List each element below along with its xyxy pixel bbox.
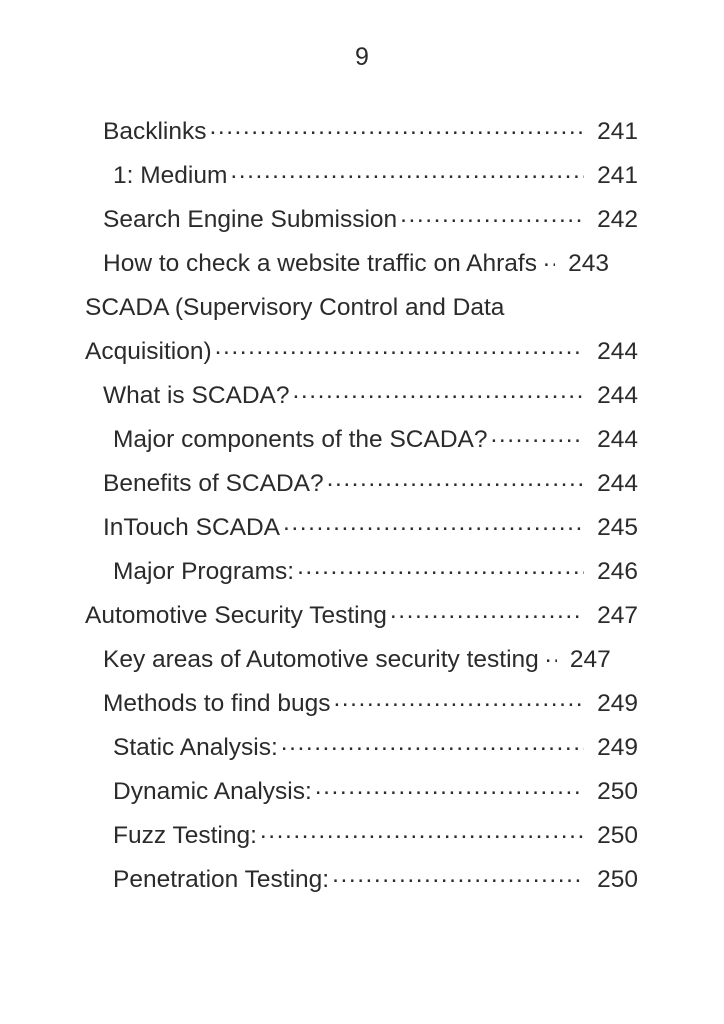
toc-entry-page-number: 245 xyxy=(597,514,638,541)
toc-entry-page-number: 247 xyxy=(597,602,638,629)
toc-entry[interactable] xyxy=(85,638,638,682)
toc-entry-title: Acquisition) xyxy=(85,338,212,365)
toc-entry-page-number: 249 xyxy=(597,734,638,761)
toc-entry-page-number: 247 xyxy=(569,646,611,673)
toc-entry-title: InTouch SCADA xyxy=(103,514,281,541)
toc-entry-title: Static Analysis: xyxy=(113,734,278,761)
toc-entry-page-number: 244 xyxy=(597,382,638,409)
toc-entry[interactable] xyxy=(85,682,638,726)
toc-dot-leader xyxy=(333,687,584,712)
toc-dot-leader xyxy=(545,643,557,668)
toc-dot-leader xyxy=(332,863,584,888)
toc-entry[interactable] xyxy=(85,770,638,814)
toc-entry-page-number: 241 xyxy=(597,162,638,189)
toc-entry-page-number: 249 xyxy=(597,690,638,717)
toc-entry[interactable] xyxy=(85,462,638,506)
toc-entry-title: Major components of the SCADA? xyxy=(113,426,488,453)
toc-entry[interactable] xyxy=(85,418,638,462)
toc-entry[interactable] xyxy=(85,374,638,418)
toc-entry-page-number: 244 xyxy=(597,338,638,365)
toc-dot-leader xyxy=(281,731,584,756)
toc-entry-title: Benefits of SCADA? xyxy=(103,470,324,497)
toc-entry-title: Penetration Testing: xyxy=(113,866,330,893)
toc-entry-page-number: 250 xyxy=(597,778,638,805)
toc-entry-page-number: 250 xyxy=(597,822,638,849)
toc-dot-leader xyxy=(315,775,584,800)
toc-dot-leader xyxy=(400,203,584,228)
toc-dot-leader xyxy=(230,159,584,184)
toc-entry[interactable] xyxy=(85,242,638,286)
toc-entry-title: 1: Medium xyxy=(113,162,228,189)
toc-entry-title: Dynamic Analysis: xyxy=(113,778,312,805)
toc-entry-title: Automotive Security Testing xyxy=(85,602,387,629)
toc-entry[interactable] xyxy=(85,154,638,198)
toc-entry-page-number: 243 xyxy=(568,250,609,277)
toc-entry[interactable] xyxy=(85,726,638,770)
toc-entry[interactable] xyxy=(85,198,638,242)
toc-entry-title: Search Engine Submission xyxy=(103,206,398,233)
toc-entry-page-number: 244 xyxy=(597,426,638,453)
toc-entry-title: How to check a website traffic on Ahrafs xyxy=(103,250,537,277)
toc-entry[interactable] xyxy=(85,286,638,330)
toc-entry-page-number: 241 xyxy=(597,118,638,145)
toc-entry[interactable] xyxy=(85,110,638,154)
toc-entry-title: Key areas of Automotive security testing xyxy=(103,646,539,673)
toc-dot-leader xyxy=(327,467,584,492)
toc-dot-leader xyxy=(390,599,584,624)
toc-dot-leader xyxy=(491,423,585,448)
toc-entry-title: Fuzz Testing: xyxy=(113,822,257,849)
toc-entry-title: Methods to find bugs xyxy=(103,690,331,717)
toc-entry-page-number: 246 xyxy=(597,558,638,585)
toc-entry[interactable] xyxy=(85,506,638,550)
toc-entry[interactable] xyxy=(85,814,638,858)
toc-entry-title: Major Programs: xyxy=(113,558,295,585)
toc-entry-page-number: 244 xyxy=(597,470,638,497)
toc-entry-title: Backlinks xyxy=(103,118,207,145)
toc-entry[interactable] xyxy=(85,550,638,594)
toc-entry-title: SCADA (Supervisory Control and Data xyxy=(85,294,505,321)
toc-dot-leader xyxy=(297,555,584,580)
toc-dot-leader xyxy=(293,379,584,404)
table-of-contents-list xyxy=(85,110,638,902)
toc-dot-leader xyxy=(260,819,584,844)
toc-entry-title: What is SCADA? xyxy=(103,382,290,409)
toc-dot-leader xyxy=(507,291,584,316)
toc-dot-leader xyxy=(283,511,584,536)
page-number-header: 9 xyxy=(354,43,370,71)
toc-dot-leader xyxy=(543,247,555,272)
toc-dot-leader xyxy=(209,115,584,140)
toc-entry[interactable] xyxy=(85,858,638,902)
toc-entry-page-number: 250 xyxy=(597,866,638,893)
toc-dot-leader xyxy=(215,335,584,360)
toc-entry-page-number: 242 xyxy=(597,206,638,233)
toc-entry[interactable] xyxy=(85,594,638,638)
toc-entry[interactable] xyxy=(85,330,638,374)
